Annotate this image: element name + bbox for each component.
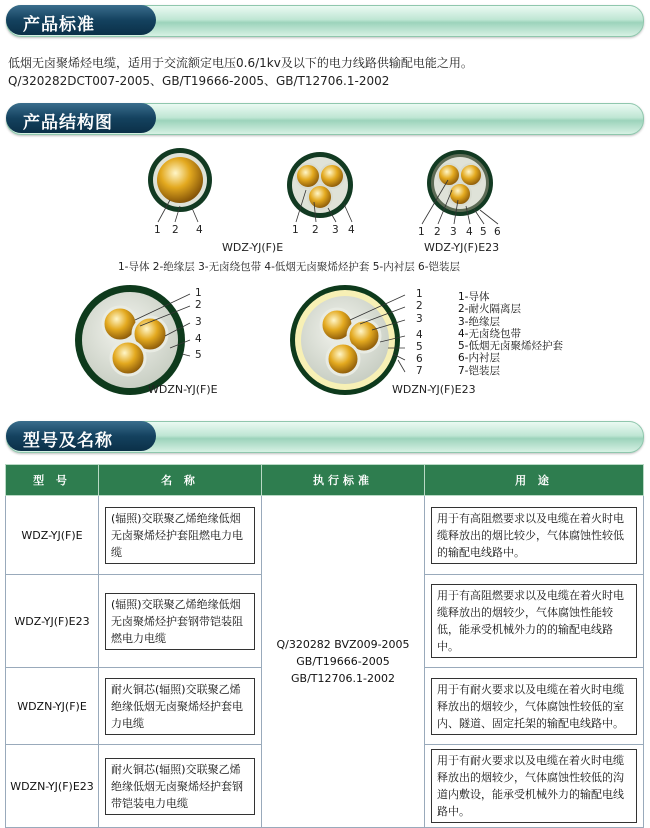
- figure-caption: WDZN-YJ(F)E: [148, 383, 218, 396]
- callout-label: 4: [416, 329, 423, 341]
- callout-label: 1: [154, 224, 161, 236]
- section-banner-models: [6, 421, 644, 453]
- header-model: 型 号: [6, 465, 99, 496]
- structure-legend: 1-导体 2-绝缘层 3-无卤绕包带 4-低烟无卤聚烯烃护套 5-内衬层 6-铠装层: [118, 261, 461, 273]
- figure-caption: WDZ-YJ(F)E: [222, 241, 284, 254]
- callout-label: 1: [292, 224, 299, 236]
- header-standard: 执行标准: [262, 465, 425, 496]
- callout-label: 4: [195, 333, 202, 345]
- callout-label: 1: [195, 287, 202, 299]
- standard-item: GB/T12706.1-2002: [291, 672, 395, 685]
- callout-label: 2: [312, 224, 319, 236]
- standard-item: Q/320282 BVZ009-2005: [276, 638, 410, 651]
- cable-single-core: [148, 148, 212, 222]
- callout-label: 1: [416, 288, 423, 300]
- section-title: 型号及名称: [23, 431, 113, 451]
- model-table: [5, 464, 644, 828]
- callout-label: 4: [196, 224, 203, 236]
- name-cell: [99, 575, 262, 668]
- cable-structure-diagrams: [0, 140, 650, 420]
- name-cell: [99, 745, 262, 828]
- use-text: 用于有耐火要求以及电缆在着火时电缆释放出的烟较少，气体腐蚀性较低的沟道内敷设，能承受机械外力的输配电线路中。: [431, 749, 637, 823]
- callout-label: 5: [480, 226, 487, 238]
- use-cell: [425, 745, 644, 828]
- cable-fire-resistant-armoured: [290, 285, 405, 395]
- header-name: 名 称: [99, 465, 262, 496]
- legend-item: 1-导体: [458, 291, 490, 303]
- use-cell: [425, 575, 644, 668]
- standard-cell: [262, 496, 425, 828]
- name-cell: [99, 668, 262, 745]
- legend-item: 3-绝缘层: [458, 315, 500, 328]
- use-text: 用于有高阻燃要求以及电缆在着火时电缆释放出的烟较少，气体腐蚀性能较低，能承受机械外力的的输配电线路中。: [431, 584, 637, 658]
- callout-label: 2: [434, 226, 441, 238]
- use-cell: [425, 496, 644, 575]
- name-text: (辐照)交联聚乙烯绝缘低烟无卤聚烯烃护套阻燃电力电缆: [105, 507, 255, 564]
- model-cell: WDZN-YJ(F)E: [6, 668, 99, 745]
- name-text: 耐火铜芯(辐照)交联聚乙烯绝缘低烟无卤聚烯烃护套钢带铠装电力电缆: [105, 758, 255, 815]
- figure-caption: WDZ-YJ(F)E23: [424, 241, 500, 254]
- callout-label: 3: [450, 226, 457, 238]
- callout-label: 4: [466, 226, 473, 238]
- figure-caption: WDZN-YJ(F)E23: [392, 383, 476, 396]
- callout-label: 3: [195, 316, 202, 328]
- use-cell: [425, 668, 644, 745]
- structure-legend-bottom: [458, 291, 563, 377]
- use-text: 用于有高阻燃要求以及电缆在着火时电缆释放出的烟比较少，气体腐蚀性较低的输配电线路中。: [431, 507, 637, 564]
- callout-label: 5: [195, 349, 202, 361]
- callout-label: 4: [348, 224, 355, 236]
- callout-label: 3: [416, 313, 423, 325]
- cable-three-core: [287, 152, 353, 222]
- section-title: 产品结构图: [23, 113, 113, 133]
- callout-label: 3: [332, 224, 339, 236]
- legend-item: 6-内衬层: [458, 352, 500, 365]
- section-title: 产品标准: [23, 15, 95, 35]
- name-cell: [99, 496, 262, 575]
- callout-label: 6: [416, 353, 423, 365]
- model-cell: WDZ-YJ(F)E: [6, 496, 99, 575]
- callout-label: 6: [494, 226, 501, 238]
- callout-label: 2: [416, 300, 423, 312]
- section-banner-structure: [6, 103, 644, 135]
- cable-three-core-armoured: [422, 150, 498, 224]
- callout-label: 2: [195, 299, 202, 311]
- section-banner-standard: [6, 5, 644, 37]
- callout-label: 5: [416, 341, 423, 353]
- name-text: (辐照)交联聚乙烯绝缘低烟无卤聚烯烃护套钢带铠装阻燃电力电缆: [105, 593, 255, 650]
- name-text: 耐火铜芯(辐照)交联聚乙烯绝缘低烟无卤聚烯烃护套电力电缆: [105, 678, 255, 735]
- model-cell: WDZN-YJ(F)E23: [6, 745, 99, 828]
- callout-label: 1: [418, 226, 425, 238]
- legend-item: 5-低烟无卤聚烯烃护套: [458, 340, 563, 353]
- legend-item: 2-耐火隔离层: [458, 303, 521, 316]
- callout-label: 7: [416, 365, 423, 377]
- callout-label: 2: [172, 224, 179, 236]
- model-cell: WDZ-YJ(F)E23: [6, 575, 99, 668]
- table-row: [6, 496, 644, 575]
- table-header-row: [6, 465, 644, 496]
- use-text: 用于有耐火要求以及电缆在着火时电缆释放出的烟较少，气体腐蚀性较低的室内、隧道、固定托架的输配电线路中。: [431, 678, 637, 735]
- legend-item: 4-无卤绕包带: [458, 327, 521, 340]
- legend-item: 7-铠装层: [458, 364, 500, 377]
- standard-description: 低烟无卤聚烯烃电缆，适用于交流额定电压0.6/1kv及以下的电力线路供输配电能之用。: [8, 56, 473, 70]
- standard-item: GB/T19666-2005: [296, 655, 390, 668]
- header-use: 用 途: [425, 465, 644, 496]
- cable-fire-resistant: [75, 285, 190, 395]
- standard-codes: Q/320282DCT007-2005、GB/T19666-2005、GB/T12706.1-2002: [8, 74, 390, 88]
